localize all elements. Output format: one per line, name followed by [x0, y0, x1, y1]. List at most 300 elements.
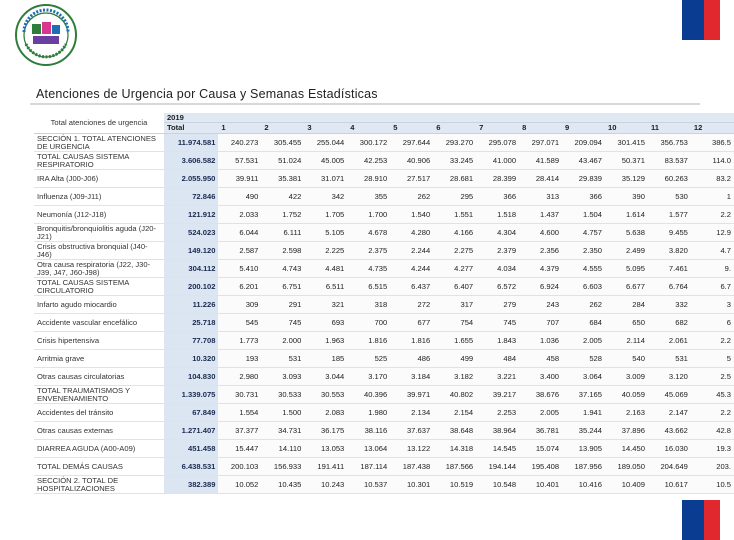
week-value: 682	[648, 314, 691, 332]
week-value: 291	[261, 296, 304, 314]
week-value: 15.074	[519, 440, 562, 458]
week-value: 2.061	[648, 332, 691, 350]
row-total: 11.974.581	[164, 134, 218, 152]
week-value: 40.059	[605, 386, 648, 404]
week-value: 6.7	[691, 278, 734, 296]
row-label: Crisis hipertensiva	[34, 332, 164, 350]
flag-accent-top	[682, 0, 720, 40]
week-value: 40.802	[433, 386, 476, 404]
week-value: 13.122	[390, 440, 433, 458]
table-row	[34, 314, 734, 332]
week-value: 4.277	[433, 260, 476, 278]
week-value: 1.752	[261, 206, 304, 224]
row-label: Crisis obstructiva bronquial (J40-J46)	[34, 242, 164, 260]
week-value: 309	[218, 296, 261, 314]
week-value: 2.163	[605, 404, 648, 422]
row-total: 200.102	[164, 278, 218, 296]
week-value: 745	[261, 314, 304, 332]
week-value: 313	[519, 188, 562, 206]
week-value: 1.816	[347, 332, 390, 350]
week-value: 693	[304, 314, 347, 332]
week-value: 4.304	[476, 224, 519, 242]
week-value: 1.437	[519, 206, 562, 224]
row-label: Accidente vascular encefálico	[34, 314, 164, 332]
week-value: 14.110	[261, 440, 304, 458]
week-value: 36.175	[304, 422, 347, 440]
table-row	[34, 386, 734, 404]
week-value: 10.435	[261, 476, 304, 494]
week-value: 3.400	[519, 368, 562, 386]
week-value: 40.396	[347, 386, 390, 404]
table-row	[34, 296, 734, 314]
week-value: 293.270	[433, 134, 476, 152]
week-value: 650	[605, 314, 648, 332]
week-value: 37.377	[218, 422, 261, 440]
header-blank	[519, 113, 562, 123]
week-value: 1.614	[605, 206, 648, 224]
week-value: 3.064	[562, 368, 605, 386]
row-total: 77.708	[164, 332, 218, 350]
week-value: 2.225	[304, 242, 347, 260]
week-value: 2.000	[261, 332, 304, 350]
week-value: 40.906	[390, 152, 433, 170]
row-total: 6.438.531	[164, 458, 218, 476]
table-row	[34, 134, 734, 152]
week-value: 28.910	[347, 170, 390, 188]
week-header: 5	[390, 123, 433, 134]
row-total: 3.606.582	[164, 152, 218, 170]
week-value: 525	[347, 350, 390, 368]
week-value: 38.964	[476, 422, 519, 440]
row-label: TOTAL CAUSAS SISTEMA RESPIRATORIO	[34, 152, 164, 170]
row-total: 1.271.407	[164, 422, 218, 440]
week-value: 1.843	[476, 332, 519, 350]
week-value: 51.024	[261, 152, 304, 170]
week-value: 531	[261, 350, 304, 368]
week-value: 10.548	[476, 476, 519, 494]
week-value: 203.	[691, 458, 734, 476]
week-value: 6.407	[433, 278, 476, 296]
week-value: 194.144	[476, 458, 519, 476]
week-value: 14.318	[433, 440, 476, 458]
week-value: 6.764	[648, 278, 691, 296]
row-total: 382.389	[164, 476, 218, 494]
week-value: 41.000	[476, 152, 519, 170]
week-value: 37.637	[390, 422, 433, 440]
week-value: 531	[648, 350, 691, 368]
week-value: 6.924	[519, 278, 562, 296]
row-total: 104.830	[164, 368, 218, 386]
week-value: 4.481	[304, 260, 347, 278]
week-value: 317	[433, 296, 476, 314]
week-value: 284	[605, 296, 648, 314]
row-label: Otra causa respiratoria (J22, J30-J39, J47, J60-J98)	[34, 260, 164, 278]
week-value: 279	[476, 296, 519, 314]
week-value: 390	[605, 188, 648, 206]
flag-accent-bottom	[682, 500, 720, 540]
week-value: 677	[390, 314, 433, 332]
week-value: 342	[304, 188, 347, 206]
week-value: 243	[519, 296, 562, 314]
week-header: 11	[648, 123, 691, 134]
total-header: Total	[164, 123, 218, 134]
week-value: 356.753	[648, 134, 691, 152]
year-cell: 2019	[164, 113, 218, 123]
week-value: 318	[347, 296, 390, 314]
row-total: 10.320	[164, 350, 218, 368]
week-value: 6.511	[304, 278, 347, 296]
week-value: 5.105	[304, 224, 347, 242]
header-blank	[605, 113, 648, 123]
week-value: 6.044	[218, 224, 261, 242]
week-value: 6.201	[218, 278, 261, 296]
row-label: TOTAL DEMÁS CAUSAS	[34, 458, 164, 476]
row-total: 524.023	[164, 224, 218, 242]
week-value: 2.980	[218, 368, 261, 386]
week-value: 2.114	[605, 332, 648, 350]
week-value: 7.461	[648, 260, 691, 278]
week-value: 10.617	[648, 476, 691, 494]
week-value: 1.705	[304, 206, 347, 224]
week-value: 1.518	[476, 206, 519, 224]
row-label: TOTAL CAUSAS SISTEMA CIRCULATORIO	[34, 278, 164, 296]
week-value: 3.120	[648, 368, 691, 386]
report-panel	[30, 84, 731, 496]
week-value: 4.600	[519, 224, 562, 242]
week-value: 1.700	[347, 206, 390, 224]
week-value: 2.350	[562, 242, 605, 260]
week-value: 5.410	[218, 260, 261, 278]
week-value: 19.3	[691, 440, 734, 458]
week-value: 43.467	[562, 152, 605, 170]
week-header: 6	[433, 123, 476, 134]
week-value: 10.301	[390, 476, 433, 494]
week-value: 305.455	[261, 134, 304, 152]
row-total: 121.912	[164, 206, 218, 224]
header-label: Total atenciones de urgencia	[34, 113, 164, 134]
week-value: 3.044	[304, 368, 347, 386]
row-label: TOTAL TRAUMATISMOS Y ENVENENAMIENTO	[34, 386, 164, 404]
week-value: 2.2	[691, 404, 734, 422]
week-value: 204.649	[648, 458, 691, 476]
week-value: 114.0	[691, 152, 734, 170]
week-value: 422	[261, 188, 304, 206]
week-value: 272	[390, 296, 433, 314]
row-label: SECCIÓN 2. TOTAL DE HOSPITALIZACIONES	[34, 476, 164, 494]
week-value: 12.9	[691, 224, 734, 242]
week-value: 486	[390, 350, 433, 368]
header-blank	[218, 113, 261, 123]
week-value: 366	[562, 188, 605, 206]
header-blank	[347, 113, 390, 123]
week-value: 57.531	[218, 152, 261, 170]
title-divider	[30, 103, 700, 105]
header-blank	[476, 113, 519, 123]
week-value: 36.781	[519, 422, 562, 440]
row-label: DIARREA AGUDA (A00-A09)	[34, 440, 164, 458]
week-value: 2.598	[261, 242, 304, 260]
row-label: Arritmia grave	[34, 350, 164, 368]
week-value: 2.499	[605, 242, 648, 260]
week-value: 38.676	[519, 386, 562, 404]
week-value: 3	[691, 296, 734, 314]
week-value: 2.154	[433, 404, 476, 422]
table-row	[34, 458, 734, 476]
week-value: 297.644	[390, 134, 433, 152]
week-header: 4	[347, 123, 390, 134]
week-value: 195.408	[519, 458, 562, 476]
week-value: 4.678	[347, 224, 390, 242]
week-value: 2.356	[519, 242, 562, 260]
table-row	[34, 404, 734, 422]
week-value: 4.757	[562, 224, 605, 242]
row-label: Influenza (J09-J11)	[34, 188, 164, 206]
week-value: 4.7	[691, 242, 734, 260]
week-value: 3.820	[648, 242, 691, 260]
week-value: 39.217	[476, 386, 519, 404]
week-value: 1.504	[562, 206, 605, 224]
week-value: 545	[218, 314, 261, 332]
week-value: 3.170	[347, 368, 390, 386]
week-value: 1.980	[347, 404, 390, 422]
week-value: 39.971	[390, 386, 433, 404]
week-value: 2.134	[390, 404, 433, 422]
week-value: 10.537	[347, 476, 390, 494]
week-value: 16.030	[648, 440, 691, 458]
table-row	[34, 368, 734, 386]
week-value: 10.243	[304, 476, 347, 494]
week-value: 6.751	[261, 278, 304, 296]
week-value: 83.537	[648, 152, 691, 170]
row-total: 149.120	[164, 242, 218, 260]
week-value: 27.517	[390, 170, 433, 188]
week-value: 187.566	[433, 458, 476, 476]
table-row	[34, 170, 734, 188]
table-row	[34, 152, 734, 170]
week-value: 187.956	[562, 458, 605, 476]
week-value: 1.540	[390, 206, 433, 224]
week-value: 189.050	[605, 458, 648, 476]
week-value: 2.2	[691, 332, 734, 350]
ministry-seal-logo	[14, 2, 78, 68]
header-blank	[261, 113, 304, 123]
week-value: 4.735	[347, 260, 390, 278]
week-value: 30.731	[218, 386, 261, 404]
table-row	[34, 278, 734, 296]
week-value: 1.554	[218, 404, 261, 422]
week-value: 28.399	[476, 170, 519, 188]
week-value: 490	[218, 188, 261, 206]
week-value: 1.941	[562, 404, 605, 422]
week-value: 193	[218, 350, 261, 368]
week-value: 37.165	[562, 386, 605, 404]
week-value: 43.662	[648, 422, 691, 440]
week-value: 6.572	[476, 278, 519, 296]
week-value: 156.933	[261, 458, 304, 476]
week-header: 8	[519, 123, 562, 134]
week-value: 35.129	[605, 170, 648, 188]
week-value: 10.519	[433, 476, 476, 494]
week-value: 37.896	[605, 422, 648, 440]
week-value: 754	[433, 314, 476, 332]
week-value: 10.401	[519, 476, 562, 494]
header-blank	[390, 113, 433, 123]
row-label: Infarto agudo miocardio	[34, 296, 164, 314]
row-total: 451.458	[164, 440, 218, 458]
week-value: 34.731	[261, 422, 304, 440]
week-value: 295	[433, 188, 476, 206]
week-value: 499	[433, 350, 476, 368]
week-header: 10	[605, 123, 648, 134]
week-value: 9.455	[648, 224, 691, 242]
week-value: 45.069	[648, 386, 691, 404]
week-value: 332	[648, 296, 691, 314]
week-value: 1.036	[519, 332, 562, 350]
week-value: 4.743	[261, 260, 304, 278]
week-value: 1.963	[304, 332, 347, 350]
week-value: 45.3	[691, 386, 734, 404]
week-value: 366	[476, 188, 519, 206]
week-value: 386.5	[691, 134, 734, 152]
week-header: 3	[304, 123, 347, 134]
week-value: 2.253	[476, 404, 519, 422]
week-value: 6.515	[347, 278, 390, 296]
week-value: 4.166	[433, 224, 476, 242]
week-header: 9	[562, 123, 605, 134]
week-value: 2.379	[476, 242, 519, 260]
week-value: 13.053	[304, 440, 347, 458]
table-row	[34, 332, 734, 350]
table-row	[34, 440, 734, 458]
week-value: 187.114	[347, 458, 390, 476]
week-value: 50.371	[605, 152, 648, 170]
row-total: 11.226	[164, 296, 218, 314]
week-value: 28.414	[519, 170, 562, 188]
week-value: 2.244	[390, 242, 433, 260]
week-value: 530	[648, 188, 691, 206]
row-label: SECCIÓN 1. TOTAL ATENCIONES DE URGENCIA	[34, 134, 164, 152]
week-value: 3.009	[605, 368, 648, 386]
week-value: 4.280	[390, 224, 433, 242]
week-header: 12	[691, 123, 734, 134]
week-value: 38.116	[347, 422, 390, 440]
row-total: 304.112	[164, 260, 218, 278]
week-value: 10.409	[605, 476, 648, 494]
week-value: 5.095	[605, 260, 648, 278]
week-value: 35.244	[562, 422, 605, 440]
week-value: 15.447	[218, 440, 261, 458]
table-row	[34, 260, 734, 278]
row-label: Bronquitis/bronquiolitis aguda (J20-J21)	[34, 224, 164, 242]
week-value: 10.052	[218, 476, 261, 494]
week-value: 10.416	[562, 476, 605, 494]
week-value: 14.450	[605, 440, 648, 458]
week-header: 1	[218, 123, 261, 134]
week-value: 35.381	[261, 170, 304, 188]
week-value: 2.005	[562, 332, 605, 350]
week-value: 185	[304, 350, 347, 368]
table-row	[34, 242, 734, 260]
header-blank	[433, 113, 476, 123]
header-row-year	[34, 113, 734, 123]
week-value: 6.677	[605, 278, 648, 296]
week-value: 2.2	[691, 206, 734, 224]
week-value: 3.182	[433, 368, 476, 386]
week-value: 60.263	[648, 170, 691, 188]
week-value: 2.147	[648, 404, 691, 422]
row-total: 72.846	[164, 188, 218, 206]
week-value: 255.044	[304, 134, 347, 152]
week-value: 458	[519, 350, 562, 368]
table-row	[34, 188, 734, 206]
week-value: 297.071	[519, 134, 562, 152]
week-value: 200.103	[218, 458, 261, 476]
week-value: 9.	[691, 260, 734, 278]
week-value: 33.245	[433, 152, 476, 170]
week-value: 13.905	[562, 440, 605, 458]
week-value: 2.033	[218, 206, 261, 224]
week-value: 6.111	[261, 224, 304, 242]
week-value: 6	[691, 314, 734, 332]
week-value: 3.184	[390, 368, 433, 386]
week-value: 301.415	[605, 134, 648, 152]
week-value: 31.071	[304, 170, 347, 188]
week-value: 707	[519, 314, 562, 332]
week-value: 30.533	[261, 386, 304, 404]
week-value: 6.603	[562, 278, 605, 296]
week-value: 1.577	[648, 206, 691, 224]
week-value: 321	[304, 296, 347, 314]
week-value: 300.172	[347, 134, 390, 152]
week-value: 355	[347, 188, 390, 206]
table-row	[34, 224, 734, 242]
row-label: Accidentes del tránsito	[34, 404, 164, 422]
week-value: 262	[390, 188, 433, 206]
week-value: 5.638	[605, 224, 648, 242]
row-total: 1.339.075	[164, 386, 218, 404]
report-title: Atenciones de Urgencia por Causa y Semanas Estadísticas	[36, 87, 378, 101]
week-value: 1.773	[218, 332, 261, 350]
week-value: 3.093	[261, 368, 304, 386]
week-value: 1.500	[261, 404, 304, 422]
week-value: 14.545	[476, 440, 519, 458]
week-value: 700	[347, 314, 390, 332]
week-value: 4.555	[562, 260, 605, 278]
week-value: 745	[476, 314, 519, 332]
week-value: 1.655	[433, 332, 476, 350]
week-value: 4.244	[390, 260, 433, 278]
week-value: 2.375	[347, 242, 390, 260]
week-value: 484	[476, 350, 519, 368]
table-row	[34, 350, 734, 368]
week-value: 13.064	[347, 440, 390, 458]
week-value: 187.438	[390, 458, 433, 476]
week-header: 7	[476, 123, 519, 134]
urgency-table	[34, 113, 734, 494]
header-blank	[691, 113, 734, 123]
week-value: 5	[691, 350, 734, 368]
week-value: 10.5	[691, 476, 734, 494]
week-value: 2.587	[218, 242, 261, 260]
week-value: 28.681	[433, 170, 476, 188]
week-value: 4.034	[476, 260, 519, 278]
week-value: 42.8	[691, 422, 734, 440]
week-header: 2	[261, 123, 304, 134]
week-value: 191.411	[304, 458, 347, 476]
week-value: 2.5	[691, 368, 734, 386]
week-value: 6.437	[390, 278, 433, 296]
row-label: Neumonía (J12-J18)	[34, 206, 164, 224]
